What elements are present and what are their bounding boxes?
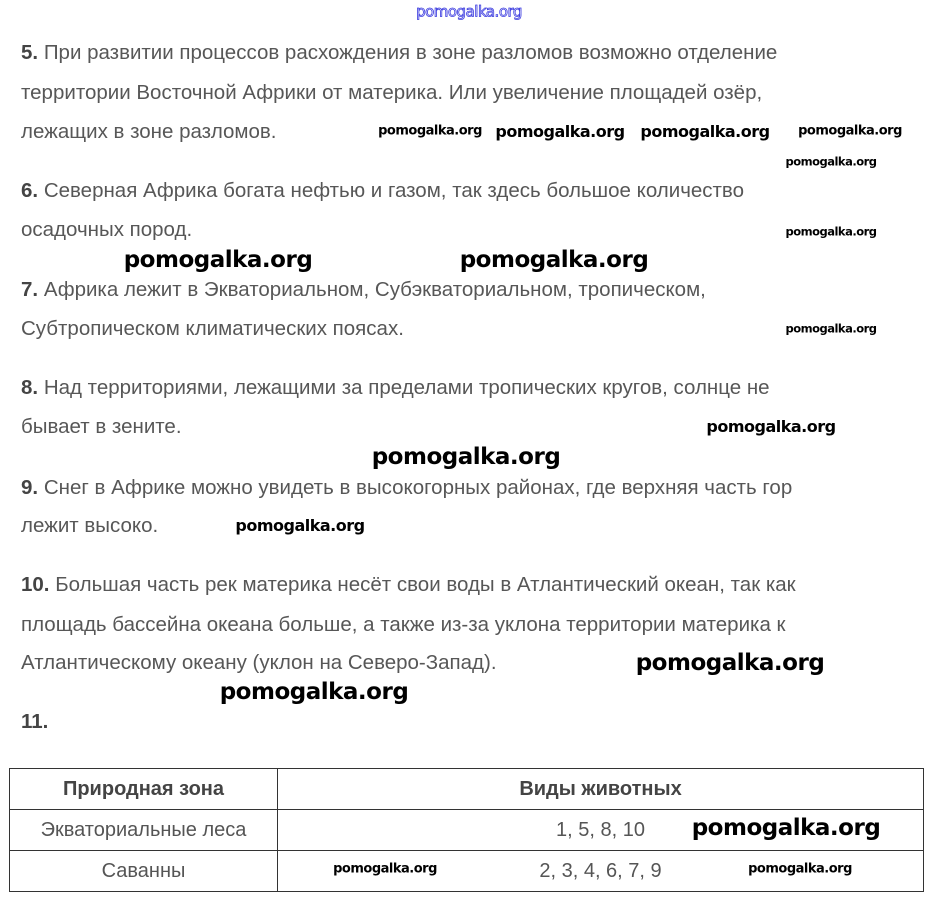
item-7-line-1 [21, 278, 706, 302]
watermark: pomogalka.org [785, 321, 877, 336]
watermark: pomogalka.org [785, 224, 877, 239]
item-5-text: При развитии процессов расхождения в зоне разломов возможно отделение [43, 41, 778, 64]
item-6-line-2: осадочных пород. [21, 218, 193, 241]
item-9-line-2: лежит высоко. [21, 514, 159, 537]
watermark: pomogalka.org [635, 649, 825, 676]
watermark: pomogalka.org [691, 814, 881, 841]
item-10-line-1 [21, 573, 796, 597]
item-9-text: Снег в Африке можно увидеть в высокогорных районах, где верхняя часть гор [43, 476, 793, 499]
item-8-text: Над территориями, лежащими за пределами тропических кругов, солнце не [43, 376, 770, 399]
item-5-line-1 [21, 41, 777, 65]
item-10-number: 10. [21, 573, 50, 596]
item-8-line-2: бывает в зените. [21, 415, 182, 438]
zone-cell [10, 810, 278, 851]
watermark: pomogalka.org [785, 154, 877, 169]
item-8-number: 8. [21, 376, 39, 399]
item-5-number: 5. [21, 41, 39, 64]
watermark: pomogalka.org [495, 121, 625, 141]
cell-animals: 2, 3, 4, 6, 7, 9 [539, 859, 662, 882]
watermark: pomogalka.org [378, 123, 482, 139]
header-zone: Природная зона [62, 777, 225, 800]
item-10-line-2: площадь бассейна океана больше, а также из-за уклона территории материка к [21, 613, 786, 636]
item-6-line-1 [21, 179, 744, 203]
watermark: pomogalka.org [706, 416, 836, 436]
watermark: pomogalka.org [333, 861, 437, 877]
watermark: pomogalka.org [235, 515, 365, 535]
item-5-line-2: территории Восточной Африки от материка. Или увеличение площадей озёр, [21, 81, 763, 104]
zone-cell [10, 851, 278, 892]
watermark-top: pomogalka.org [416, 2, 522, 21]
item-7-line-2: Субтропическом климатических поясах. [21, 317, 404, 340]
watermark: pomogalka.org [459, 246, 649, 273]
item-10-line-3: Атлантическому океану (уклон на Северо-Запад). [21, 651, 497, 674]
item-6-text: Северная Африка богата нефтью и газом, так здесь большое количество [43, 179, 744, 202]
table-header-row [10, 769, 924, 810]
item-8-line-1 [21, 376, 770, 400]
watermark: pomogalka.org [123, 246, 313, 273]
item-9-number: 9. [21, 476, 39, 499]
item-10-text: Большая часть рек материка несёт свои воды в Атлантический океан, так как [55, 573, 796, 596]
item-9-line-1 [21, 476, 792, 500]
item-11-number: 11. [21, 710, 49, 733]
item-11-line-1 [21, 710, 48, 734]
cell-animals: 1, 5, 8, 10 [556, 818, 645, 841]
item-5-line-3: лежащих в зоне разломов. [21, 120, 277, 143]
watermark: pomogalka.org [640, 121, 770, 141]
watermark: pomogalka.org [798, 123, 902, 139]
cell-zone: Саванны [101, 859, 186, 882]
watermark: pomogalka.org [371, 443, 561, 470]
header-animals-cell [278, 769, 924, 810]
header-zone-cell [10, 769, 278, 810]
item-7-number: 7. [21, 278, 39, 301]
cell-zone: Экваториальные леса [40, 818, 247, 841]
header-animals: Виды животных [519, 777, 682, 800]
item-7-text: Африка лежит в Экваториальном, Субэкваториальном, тропическом, [43, 278, 706, 301]
watermark: pomogalka.org [748, 861, 852, 877]
watermark: pomogalka.org [219, 678, 409, 705]
item-6-number: 6. [21, 179, 39, 202]
